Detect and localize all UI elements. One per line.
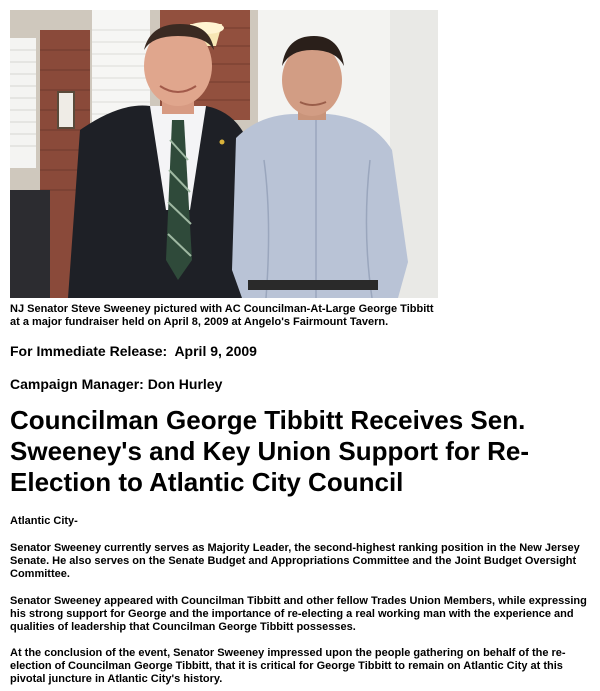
body-paragraph: Senator Sweeney appeared with Councilman Tibbitt and other fellow Trades Union Members, while expressing his strong support for George and the importance of re-electing a real working man with the experience and qualities of leadership that Councilman George Tibbitt possesses.: [10, 595, 587, 633]
release-line: [10, 343, 257, 359]
campaign-manager: Campaign Manager: Don Hurley: [10, 376, 223, 392]
release-label: For Immediate Release:: [10, 343, 168, 359]
body-paragraph: Senator Sweeney currently serves as Majority Leader, the second-highest ranking position in the New Jersey Senate. He also serves on the Senate Budget and Appropriations Committee and the Joint Budget Oversight Committee.: [10, 542, 580, 580]
dateline: Atlantic City-: [10, 515, 78, 527]
photo-caption: [10, 303, 590, 329]
release-date: April 9, 2009: [174, 343, 257, 359]
headline: Councilman George Tibbitt Receives Sen. Sweeney's and Key Union Support for Re-Election to Atlantic City Council: [10, 405, 530, 497]
photo-illustration: [10, 10, 438, 298]
news-photo: [10, 10, 438, 298]
caption-line: at a major fundraiser held on April 8, 2009 at Angelo's Fairmount Tavern.: [10, 316, 389, 328]
body-paragraph: At the conclusion of the event, Senator Sweeney impressed upon the people gathering on behalf of the re-election of Councilman George Tibbitt, that it is critical for George Tibbitt to remain on Atlantic City at this pivotal juncture in Atlantic City's history.: [10, 647, 566, 685]
caption-line: NJ Senator Steve Sweeney pictured with AC Councilman-At-Large George Tibbitt: [10, 303, 434, 315]
